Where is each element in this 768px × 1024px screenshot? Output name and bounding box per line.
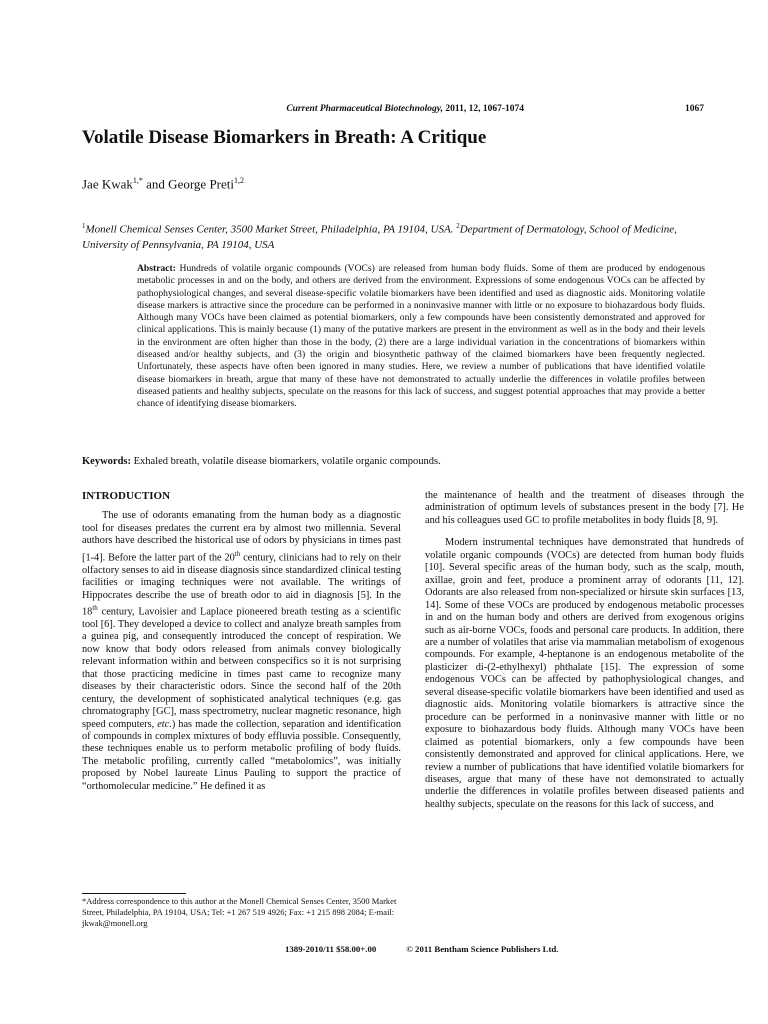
author-preti: and George Preti xyxy=(142,176,235,192)
intro-text-1c: century, Lavoisier and Laplace pioneered breath testing as a scientific tool [6]. They developed a device to collect and analyze breath samples from a guinea pig, and consequently introduced the concept of respiration. We now know that body odors released from animals convey biologically relevant information within and between conspecifics so it is not surprising that those practicing medicine in times past came to recognize many diseases by their characteristic odors. Since the second half of the 20th century, the development of sophisticated analytical techniques (e.g. gas chromatography [GC], mass spectrometry, nuclear magnetic resonance, high speed computers, xyxy=(82,606,401,730)
intro-text-1b: century, clinicians had to rely on their olfactory senses to aid in disease diagnosis since standardized clinical testing facilities or imaging techniques were not available. The writings of Hippocrates describe the use of breath odor to aid in diagnosis [5]. In the 18 xyxy=(82,552,401,618)
keywords-label: Keywords: xyxy=(82,456,131,467)
intro-etc: etc. xyxy=(157,718,172,730)
affiliation-monell: Monell Chemical Senses Center, 3500 Market Street, Philadelphia, PA 19104, USA. xyxy=(85,223,454,236)
journal-name: Current Pharmaceutical Biotechnology, xyxy=(286,104,443,114)
copyright: © 2011 Bentham Science Publishers Ltd. xyxy=(406,944,559,954)
introduction-paragraph-1-continued: the maintenance of health and the treatment of diseases through the administration of optimum levels of substances present in the body [7]. He and his colleagues used GC to profile metabolites in body fluids [8, 9]. xyxy=(425,490,744,526)
correspondence-footnote: *Address correspondence to this author at the Monell Chemical Senses Center, 3500 Market Street, Philadelphia, PA 19104, USA; Tel: +1 267 519 4926; Fax: +1 215 898 2084; E-mail: jkwak@monell.org xyxy=(82,896,397,928)
abstract-label: Abstract: xyxy=(137,263,176,274)
intro-sup-20th: th xyxy=(234,549,241,558)
journal-citation xyxy=(286,104,524,114)
page-footer xyxy=(285,944,559,954)
affiliations xyxy=(82,219,722,253)
affiliation-marker-2: 2 xyxy=(456,222,460,230)
intro-text-1a: The use of odorants emanating from the human body as a diagnostic tool for diseases predates the current era by almost two millennia. Several authors have described the historical use of odors by physicians in times past [1-4]. Before the latter part of the 20 xyxy=(82,510,401,564)
intro-text-1d: ) has made the collection, separation and identification of compounds in complex mixtures of body effluvia possible. Consequently, these techniques enable us to perform metabolic profiling of body fluids. The metabolic profiling, currently called “metabolomics”, was initially proposed by Nobel laureate Linus Pauling to support the practice of “orthomolecular medicine.” He defined it as xyxy=(82,718,401,792)
abstract xyxy=(137,263,705,411)
introduction-paragraph-1 xyxy=(82,510,401,793)
right-column xyxy=(425,490,744,811)
author-line xyxy=(82,176,244,192)
footnote-rule xyxy=(82,893,186,894)
author-kwak-affiliation: 1,* xyxy=(132,176,143,185)
article-title: Volatile Disease Biomarkers in Breath: A Critique xyxy=(82,127,487,148)
page-number: 1067 xyxy=(685,104,704,114)
issn-price: 1389-2010/11 $58.00+.00 xyxy=(285,944,377,954)
left-column xyxy=(82,490,401,793)
journal-volume-pages: 2011, 12, 1067-1074 xyxy=(442,104,524,114)
author-kwak: Jae Kwak xyxy=(82,176,133,192)
author-preti-affiliation: 1,2 xyxy=(234,176,245,185)
keywords xyxy=(82,456,722,467)
keywords-text: Exhaled breath, volatile disease biomarkers, volatile organic compounds. xyxy=(131,456,441,467)
introduction-heading: INTRODUCTION xyxy=(82,490,171,502)
abstract-text: Hundreds of volatile organic compounds (VOCs) are released from human body fluids. Some of them are produced by endogenous metabolic processes in and on the body, and others are derived from the environment. Expressions of some endogenous VOCs can be affected by pathophysiological changes, and several disease-specific volatile biomarkers have been identified and used as diagnostic aids. Monitoring volatile disease markers is attractive since the procedure can be performed in a noninvasive manner with little or no exposure to biohazardous body fluids. Although many VOCs have been claimed as potential biomarkers, only a few compounds have been consistently demonstrated and approved for clinical applications. This is mainly because (1) many of the putative markers are present in the environment as well as in the body and their levels in the environment are often higher than those in the body, (2) there are a large individual variation in the concentrations of biomarkers within diseased and/or healthy subjects, and (3) the origin and biosynthetic pathway of the claimed biomarkers have been frequently neglected. Unfortunately, these aspects have often been ignored in many studies. Here, we review a number of publications that have identified volatile disease biomarkers in breath, argue that many of these have not demonstrated to actually underlie the differences in volatile profiles between diseased patients and healthy subjects, speculate on the reasons for this lack of success, and suggest potential approaches that may provide a better chance of identifying disease biomarkers. xyxy=(137,263,705,410)
intro-sup-18th: th xyxy=(92,604,98,613)
introduction-paragraph-2: Modern instrumental techniques have demonstrated that hundreds of volatile organic compounds (VOCs) are detected from human body fluids [10]. Several specific areas of the human body, such as the scalp, mouth, axillae, groin and feet, produce a prominent array of odorants [11, 12]. Odorants are also released from non-specialized or hirsute skin surfaces [13, 14]. Some of these VOCs are produced by endogenous metabolic processes in and on the human body and others are derived from exogenous origins such as air-borne VOCs, foods and personal care products. In addition, there are a number of volatiles that arise via mammalian metabolism of exogenous compounds. For example, 4-heptanone is an endogenous metabolite of the plasticizer di-(2-ethylhexyl) phthalate [15]. The expression of some endogenous VOCs can be affected by pathophysiological changes, and several disease-specific volatile biomarkers have been identified and used as diagnostic aids. Monitoring volatile biomarkers is attractive since the procedure can be performed in a noninvasive manner with little or no exposure to biohazardous body fluids. Although many VOCs have been claimed as potential biomarkers, only a few compounds have been consistently demonstrated and approved for clinical applications. Here, we review a number of publications that have identified volatile biomarkers for diseases, argue that many of these have not demonstrated to actually underlie the differences in volatile profiles between diseased patients and healthy subjects, speculate on the reasons for this lack of success, and xyxy=(425,537,744,810)
affiliation-penn: Department of Dermatology, School of Medicine, University of Pennsylvania, PA 19104, USA xyxy=(82,223,677,251)
affiliation-marker-1: 1 xyxy=(82,222,86,230)
